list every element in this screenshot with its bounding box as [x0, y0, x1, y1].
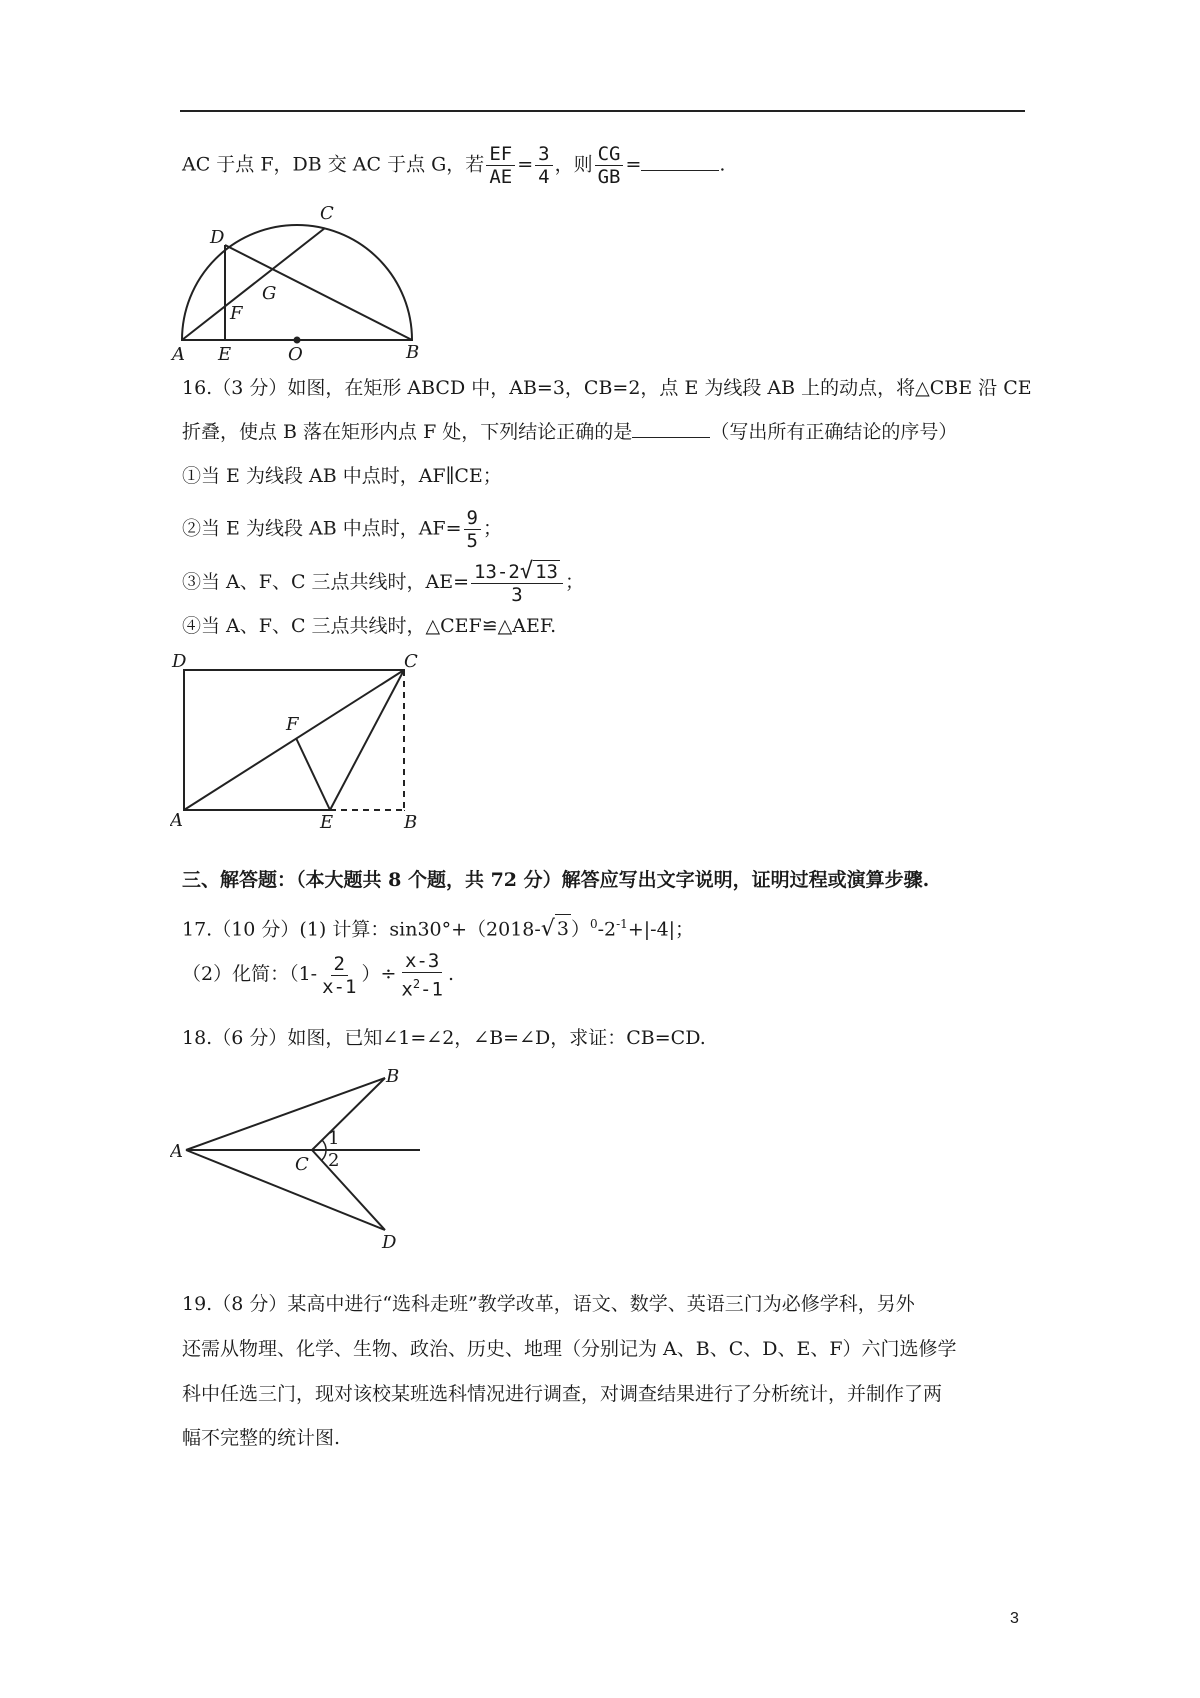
label-c: C — [320, 203, 334, 224]
answer-blank — [632, 419, 710, 438]
fraction-root-expression: $\frac{13-2√ 13}{3}$ — [471, 560, 563, 606]
label-a: A — [170, 810, 183, 830]
q16-line2: 折叠，使点 B 落在矩形内点 F 处，下列结论正确的是 （写出所有正确结论的序号） — [182, 421, 958, 443]
q15-text: AC 于点 F，DB 交 AC 于点 G，若 $\frac{EF}{AE}$ = $\frac{3}{4}$ ，则 $\frac{CG}{GB}$ = . — [182, 143, 726, 188]
fraction-2-over-x-minus-1: $\frac{2}{x-1}$ — [322, 952, 357, 998]
q19-line2: 还需从物理、化学、生物、政治、历史、地理（分别记为 A、B、C、D、E、F）六门选修学 — [182, 1338, 957, 1360]
angle-1-label: 1 — [328, 1128, 340, 1149]
q16-rectangle-figure — [170, 650, 430, 830]
fraction-x-minus-3: $\frac{x-3}{x^2-1}$ — [401, 950, 443, 1001]
label-f: F — [230, 303, 243, 324]
label-e: E — [320, 812, 334, 830]
label-a: A — [172, 344, 185, 365]
label-b: B — [404, 812, 418, 830]
q19-line1: 19.（8 分）某高中进行“选科走班”教学改革，语文、数学、英语三门为必修学科，另外 — [182, 1293, 915, 1315]
q17-part2: （2）化简：（1- $\frac{2}{x-1}$ ）÷ $\frac{x-3}{x^2-1}$ . — [182, 950, 454, 1001]
fraction-9-5: $\frac{9}{5}$ — [464, 507, 481, 552]
label-b: B — [386, 1068, 400, 1087]
q16-line1: 16.（3 分）如图，在矩形 ABCD 中，AB=3，CB=2，点 E 为线段 AB 上的动点，将△CBE 沿 CE — [182, 377, 1032, 399]
label-f: F — [286, 714, 299, 735]
label-d: D — [172, 651, 187, 672]
label-d: D — [382, 1232, 397, 1253]
q16-option-2: ②当 E 为线段 AB 中点时，AF= $\frac{9}{5}$ ； — [182, 507, 503, 552]
section-3-heading: 三、解答题：（本大题共 8 个题，共 72 分）解答应写出文字说明，证明过程或演算步骤. — [182, 869, 930, 891]
page-number: 3 — [1010, 1610, 1019, 1627]
label-c: C — [404, 651, 418, 672]
q18-figure — [170, 1068, 450, 1268]
label-c: C — [295, 1154, 309, 1175]
q19-line3: 科中任选三门，现对该校某班选科情况进行调查，对调查结果进行了分析统计，并制作了两 — [182, 1383, 943, 1405]
answer-blank — [641, 152, 719, 171]
label-g: G — [262, 283, 277, 304]
q18-text: 18.（6 分）如图，已知∠1=∠2，∠B=∠D，求证：CB=CD. — [182, 1027, 706, 1049]
fraction-3-4: $\frac{3}{4}$ — [535, 143, 552, 188]
q16-option-1: ①当 E 为线段 AB 中点时，AF∥CE； — [182, 465, 502, 487]
label-d: D — [210, 227, 225, 248]
q15-semicircle-figure — [170, 195, 460, 365]
q16-option-4: ④当 A、F、C 三点共线时，△CEF≌△AEF. — [182, 615, 557, 637]
label-a: A — [170, 1141, 183, 1162]
label-o: O — [288, 344, 303, 365]
header-rule — [180, 110, 1025, 112]
angle-2-label: 2 — [328, 1150, 340, 1171]
fraction-cg-gb: $\frac{CG}{GB}$ — [595, 143, 624, 188]
q16-option-3: ③当 A、F、C 三点共线时，AE= $\frac{13-2√ 13}{3}$ ； — [182, 559, 584, 606]
label-b: B — [406, 342, 420, 363]
label-e: E — [218, 344, 232, 365]
fraction-ef-ae: $\frac{EF}{AE}$ — [486, 143, 515, 188]
q19-line4: 幅不完整的统计图. — [182, 1427, 341, 1449]
q17-part1: 17.（10 分）(1) 计算：sin30°+（2018-√ 3 ）$^0-2^{-1}+|-4|$； — [182, 916, 695, 942]
